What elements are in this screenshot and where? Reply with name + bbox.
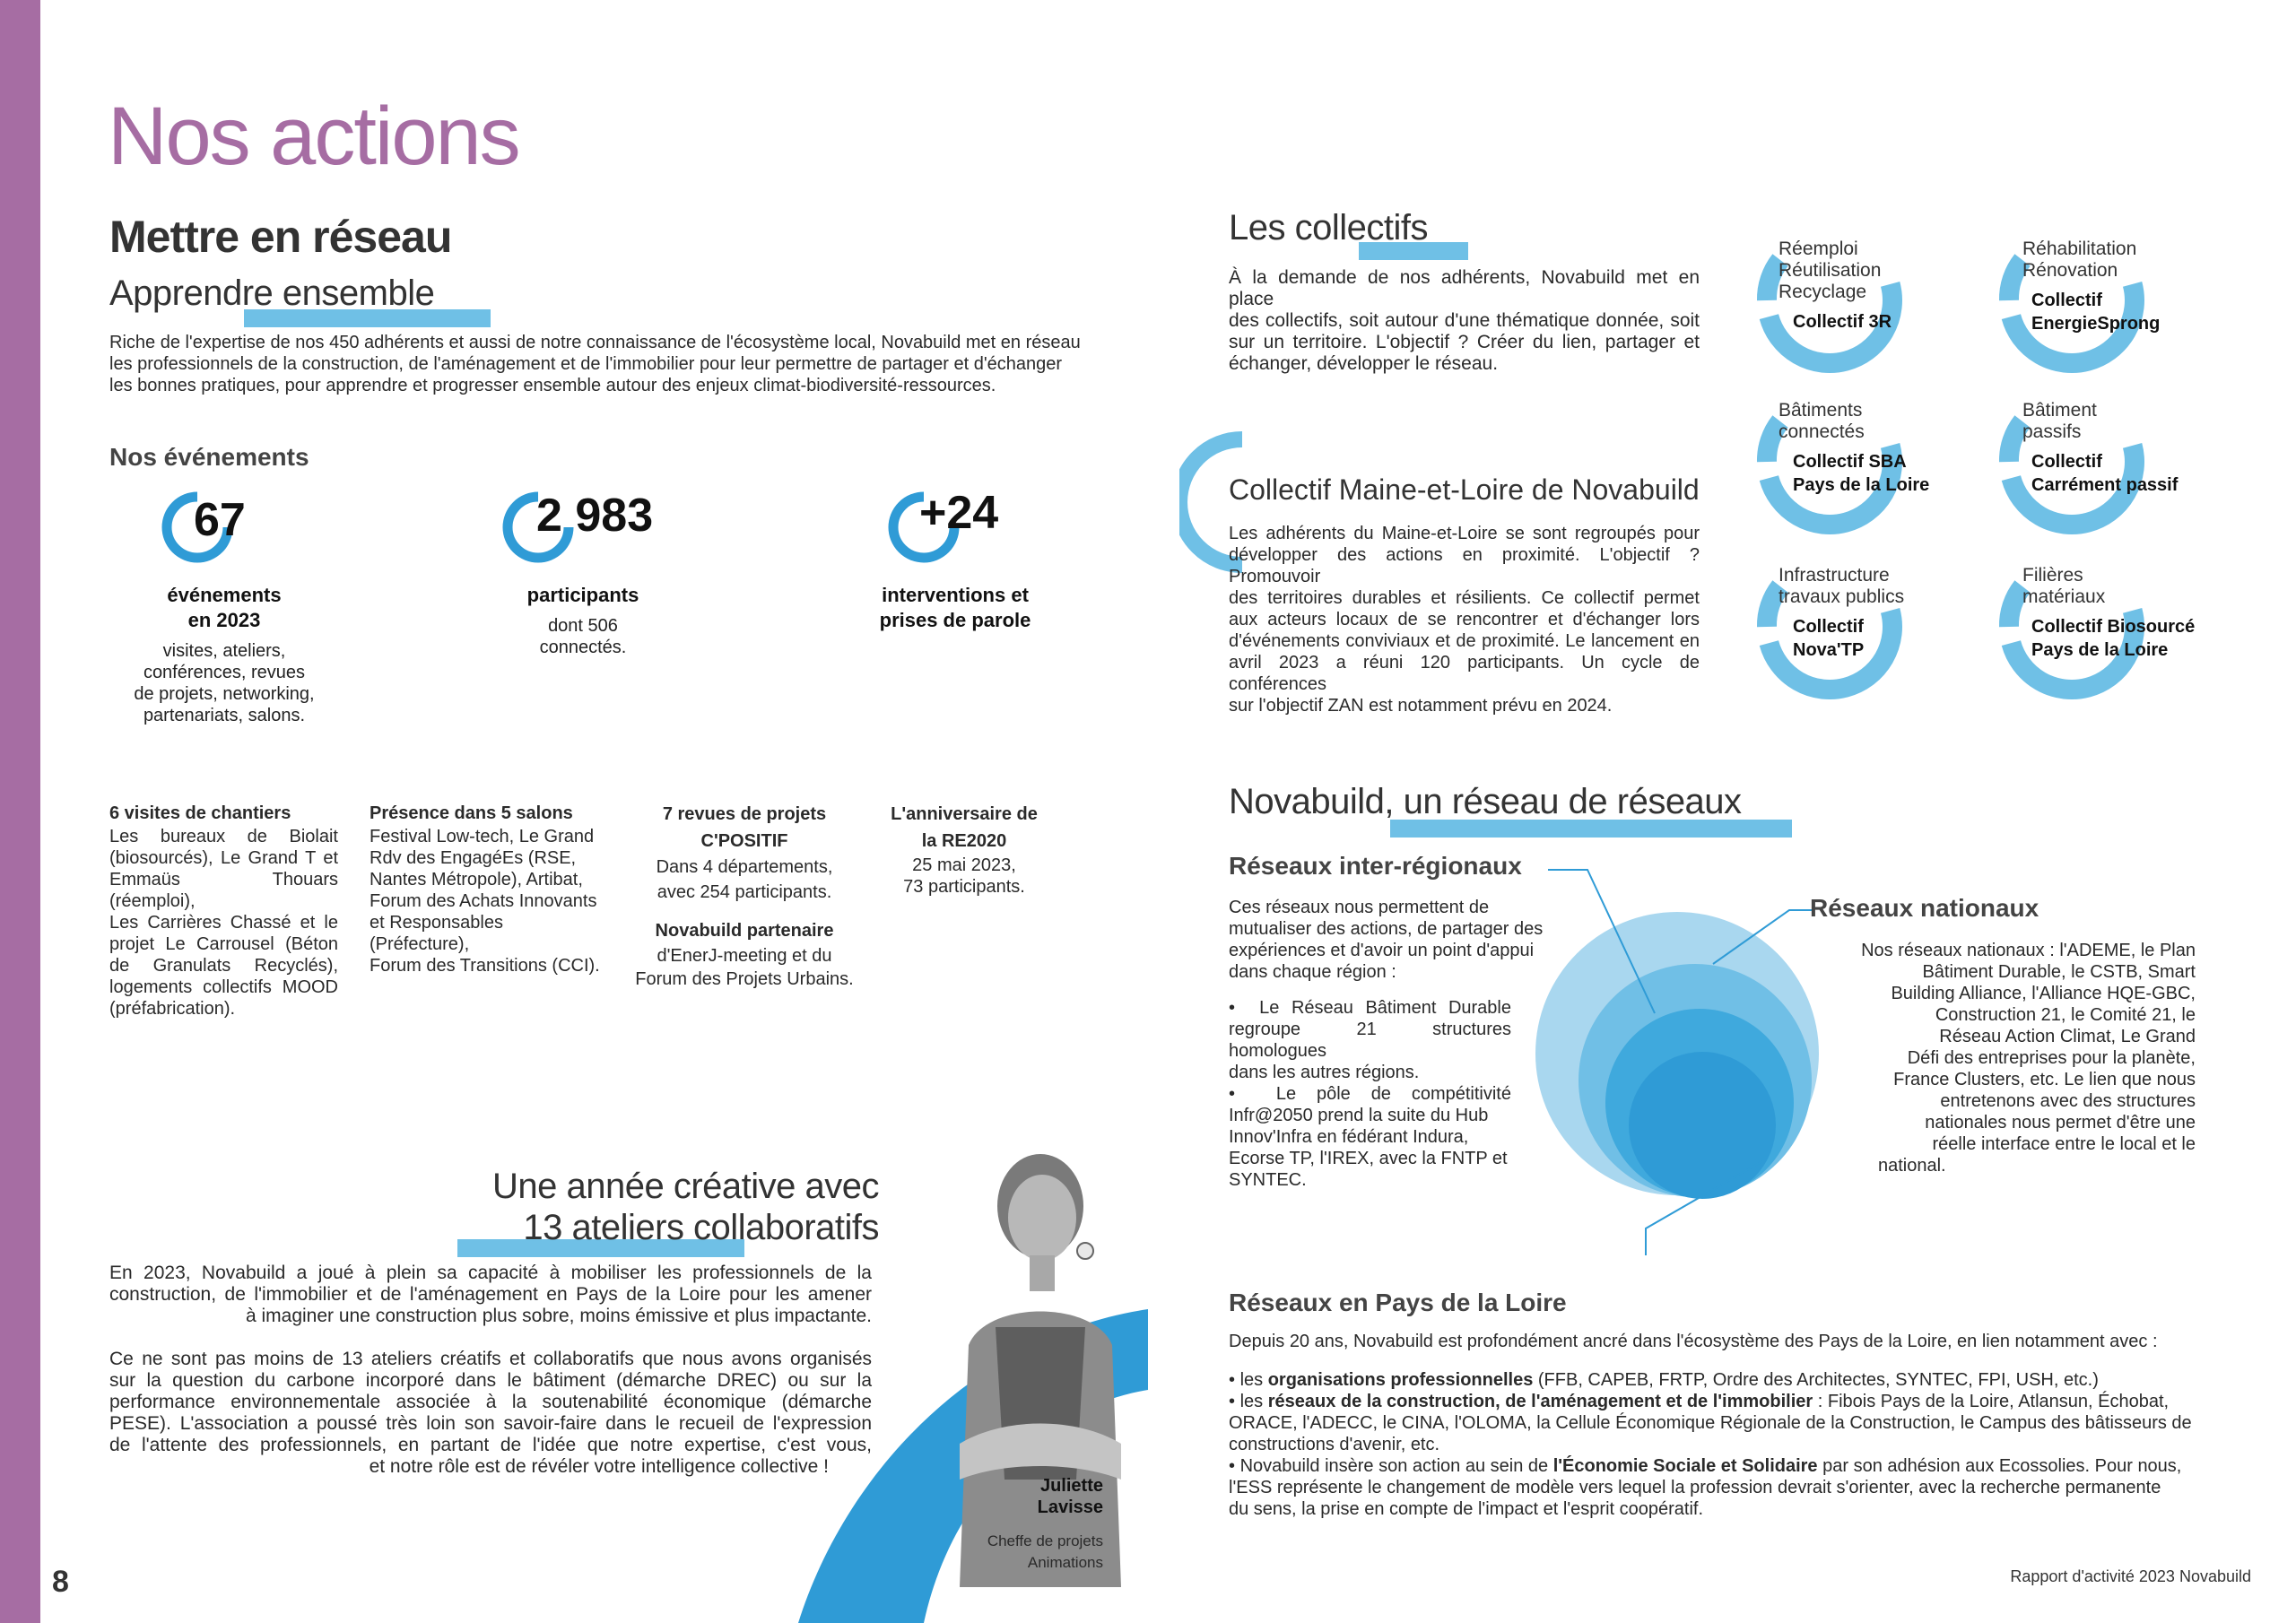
ateliers-text	[109, 1263, 872, 1478]
text-line: Les adhérents du Maine-et-Loire se sont regroupés pour	[1229, 524, 1700, 543]
subheading-apprendre: Apprendre ensemble	[109, 273, 435, 313]
text-line: d'EnerJ-meeting et du	[657, 946, 832, 966]
text-line: projet Le Carrousel (Béton	[109, 934, 338, 954]
nationaux-heading: Réseaux nationaux	[1810, 894, 2039, 922]
collectif-name: Collectif	[2031, 291, 2102, 310]
bullet-dot: •	[1229, 1392, 1236, 1411]
side-color-bar	[0, 0, 40, 1623]
text-line: et Responsables (Préfecture),	[370, 913, 503, 954]
section-heading-reseau: Mettre en réseau	[109, 212, 452, 262]
text-line: expériences et d'avoir un point d'appui	[1229, 941, 1535, 960]
anniversaire-title: la RE2020	[921, 831, 1007, 851]
visites-block	[109, 801, 338, 1020]
highlight-bar	[1390, 820, 1792, 838]
text-line: nationales nous permet d'être une	[1925, 1113, 2196, 1133]
text-line: Festival Low-tech, Le Grand	[370, 827, 595, 846]
collectif-theme: connectés	[1779, 421, 1865, 442]
text-run-bold: réseaux de la construction, de l'aménagement et de l'immobilier	[1267, 1392, 1813, 1411]
text-line: regroupe 21 structures homologues	[1229, 1020, 1511, 1061]
pdl-bullets	[1229, 1369, 2206, 1520]
collectif-theme: Bâtiments	[1779, 400, 1863, 421]
intro-line: Riche de l'expertise de nos 450 adhérents et aussi de notre connaissance de l'écosystème local, Novabuild met en réseau	[109, 333, 1081, 352]
stat-label: en 2023	[187, 609, 261, 631]
bullet-dot: •	[1229, 1084, 1236, 1104]
text-line: Forum des Projets Urbains.	[635, 969, 854, 989]
stat-label: événements	[167, 584, 282, 606]
collectif-carrement-passif	[2022, 400, 2178, 497]
collectif-theme: Infrastructure	[1779, 565, 1890, 586]
text-line: Forum des Achats Innovants	[370, 891, 597, 911]
anniversaire-title: L'anniversaire de	[891, 804, 1038, 824]
text-run: par son adhésion aux Ecossolies. Pour nous,	[1817, 1456, 2182, 1476]
text-line: France Clusters, etc. Le lien que nous	[1893, 1070, 2196, 1089]
text-line: Infr@2050 prend la suite du Hub	[1229, 1106, 1489, 1125]
page-title: Nos actions	[108, 91, 519, 182]
intro-line: les professionnels de la construction, de l'aménagement et de l'immobilier pour leur permettre de partager et d'échanger	[109, 354, 1063, 374]
text-line: des territoires durables et résilients. Ce collectif permet	[1229, 588, 1700, 608]
collectif-name: Pays de la Loire	[1793, 475, 1930, 495]
collectif-theme: travaux publics	[1779, 586, 1905, 607]
pdl-intro: Depuis 20 ans, Novabuild est profondément ancré dans l'écosystème des Pays de la Loire, en lien notamment avec :	[1229, 1332, 2158, 1351]
collectifs-heading-wrapper	[1229, 208, 1587, 262]
collectif-theme: Filières	[2022, 565, 2083, 586]
stat-value-events: 67	[194, 494, 246, 546]
text-line: constructions d'avenir, etc.	[1229, 1435, 1440, 1454]
text-line: PESE). L'association a poussé très loin son savoir-faire dans le recueil de l'expression	[109, 1413, 872, 1434]
maine-text	[1229, 523, 1700, 716]
text-line: avril 2023 a réuni 120 participants. Un cycle de conférences	[1229, 653, 1700, 694]
inter-bullet-1	[1229, 997, 1511, 1083]
text-line: Rdv des EngagéEs (RSE,	[370, 848, 577, 868]
text-line: dans les autres régions.	[1229, 1063, 1420, 1082]
person-name: Juliette	[1039, 1476, 1103, 1496]
collectif-theme: Bâtiment	[2022, 400, 2097, 421]
text-line: SYNTEC.	[1229, 1170, 1307, 1190]
collectifs-heading: Les collectifs	[1229, 208, 1428, 247]
events-heading: Nos événements	[109, 443, 309, 471]
text-run-bold: l'Économie Sociale et Solidaire	[1552, 1456, 1818, 1476]
text-line: Innov'Infra en fédérant Indura,	[1229, 1127, 1469, 1147]
bullet-dot: •	[1229, 1370, 1236, 1390]
collectif-theme: matériaux	[2022, 586, 2106, 607]
stat-value-interventions: +24	[919, 487, 999, 539]
collectif-theme: Recyclage	[1779, 282, 1867, 302]
reseau-intro	[109, 332, 1087, 396]
visites-title: 6 visites de chantiers	[109, 803, 291, 823]
text-run-bold: organisations professionnelles	[1267, 1370, 1534, 1390]
collectif-name: Collectif	[1793, 617, 1864, 637]
collectif-novatp	[1779, 565, 1904, 662]
collectif-name: Collectif	[2031, 452, 2102, 472]
reseaux-heading-wrapper	[1229, 782, 1839, 845]
collectif-theme: Réutilisation	[1779, 260, 1882, 281]
collectif-theme: Réemploi	[1779, 239, 1858, 259]
text-line: Construction 21, le Comité 21, le	[1935, 1005, 2196, 1025]
salons-text	[370, 826, 603, 976]
text-line: Défi des entreprises pour la planète,	[1907, 1048, 2196, 1068]
networks-connectors	[1516, 861, 1839, 1273]
maine-heading	[1229, 473, 1700, 507]
text-line: du sens, la prise en compte de l'impact et l'esprit coopératif.	[1229, 1499, 1704, 1519]
text-line: (préfabrication).	[109, 999, 236, 1019]
ateliers-heading-line: Une année créative avec	[492, 1167, 879, 1206]
collectif-theme: Rénovation	[2022, 260, 2118, 281]
stat-sub: conférences, revues	[143, 663, 306, 682]
anniversaire-block	[874, 801, 1054, 898]
text-line: ORACE, l'ADECC, le CINA, l'OLOMA, la Cellule Économique Régionale de la Construction, le Campus des bâtisseurs de	[1229, 1413, 2192, 1433]
text-run: les	[1239, 1370, 1268, 1390]
text-line: réelle interface entre le local et le	[1932, 1134, 2196, 1154]
text-line: construction, de l'immobilier et de l'aménagement en Pays de la Loire pour les amener	[109, 1284, 872, 1305]
partenaire-title: Novabuild partenaire	[655, 921, 834, 941]
collectif-sba	[1779, 400, 1929, 497]
text-line: et notre rôle est de révéler votre intelligence collective !	[369, 1456, 829, 1477]
text-line: 25 mai 2023,	[912, 855, 1016, 875]
collectif-theme: Réhabilitation	[2022, 239, 2137, 259]
stat-participants	[475, 583, 691, 658]
person-role: Cheffe de projets	[987, 1532, 1103, 1549]
text-line: Ecorse TP, l'IREX, avec la FNTP et	[1229, 1149, 1508, 1168]
text-line: entretenons avec des structures	[1940, 1091, 2196, 1111]
text-line: échanger, développer le réseau.	[1229, 353, 1499, 374]
text-line: de l'attente des professionnels, en partant de l'idée que notre expertise, c'est vous,	[109, 1435, 872, 1455]
text-line: des collectifs, soit autour d'une thématique donnée, soit	[1229, 310, 1700, 331]
collectif-3r	[1779, 239, 1892, 334]
collectif-name: Pays de la Loire	[2031, 640, 2169, 660]
text-line: sur l'objectif ZAN est notamment prévu en 2024.	[1229, 696, 1613, 716]
text-line: Bâtiment Durable, le CSTB, Smart	[1922, 962, 2196, 982]
text-run: (FFB, CAPEB, FRTP, Ordre des Architectes, SYNTEC, FPI, USH, etc.)	[1533, 1370, 2099, 1390]
text-line: Nantes Métropole), Artibat,	[370, 870, 583, 890]
revues-title: C'POSITIF	[700, 831, 788, 851]
text-line: Les bureaux de Biolait	[109, 827, 338, 846]
text-line: sur un territoire. L'objectif ? Créer du lien, partager et	[1229, 332, 1700, 352]
text-line: national.	[1878, 1156, 1946, 1176]
text-line: de Granulats Recyclés),	[109, 956, 338, 976]
stat-sub: connectés.	[539, 638, 627, 657]
stat-label: prises de parole	[879, 609, 1031, 631]
collectif-name: EnergieSprong	[2031, 314, 2161, 334]
inter-intro	[1229, 897, 1561, 983]
visites-text	[109, 826, 338, 1020]
text-line: Ce ne sont pas moins de 13 ateliers créatifs et collaboratifs que nous avons organisés	[109, 1349, 872, 1369]
stat-value-participants: 2 983	[536, 490, 654, 542]
page-number: 8	[52, 1565, 69, 1599]
stat-sub: de projets, networking,	[134, 684, 315, 704]
intro-line: les bonnes pratiques, pour apprendre et progresser ensemble autour des enjeux climat-biodiversité-ressources.	[109, 376, 996, 395]
collectif-name: Carrément passif	[2031, 475, 2179, 495]
collectif-name: Nova'TP	[1793, 640, 1865, 660]
text-line: Forum des Transitions (CCI).	[370, 956, 600, 976]
collectif-theme: passifs	[2022, 421, 2082, 442]
collectifs-intro	[1229, 267, 1700, 375]
text-line: avec 254 participants.	[657, 882, 832, 902]
text-line: En 2023, Novabuild a joué à plein sa capacité à mobiliser les professionnels de la	[109, 1263, 872, 1283]
bullet-dot: •	[1229, 998, 1236, 1018]
text-line: (biosourcés), Le Grand T et	[109, 848, 338, 868]
text-run: Novabuild insère son action au sein de	[1239, 1456, 1553, 1476]
text-line: Réseau Action Climat, Le Grand	[1939, 1027, 2196, 1046]
reseaux-heading: Novabuild, un réseau de réseaux	[1229, 782, 1742, 821]
text-line: à imaginer une construction plus sobre, moins émissive et plus impactante.	[245, 1306, 872, 1326]
stat-interventions	[852, 583, 1058, 633]
ateliers-heading-wrapper	[430, 1166, 879, 1248]
collectif-biosource	[2022, 565, 2195, 662]
text-line: Ces réseaux nous permettent de	[1229, 898, 1490, 917]
text-line: sur la question du carbone incorporé dans le bâtiment (démarche DREC) ou sur la	[109, 1370, 872, 1391]
stat-sub: dont 506	[548, 616, 618, 636]
revues-block	[623, 801, 865, 991]
ateliers-heading-line: 13 ateliers collaboratifs	[523, 1208, 879, 1247]
maine-heading-text: Collectif Maine-et-Loire de Novabuild	[1229, 473, 1700, 506]
text-line: d'événements conviviaux et de proximité. Le lancement en	[1229, 631, 1700, 651]
nationaux-text	[1848, 940, 2196, 1176]
inter-heading: Réseaux inter-régionaux	[1229, 852, 1522, 880]
text-line: l'ESS représente le changement de modèle vers lequel la profession devrait s'orienter, avec la recherche permanente	[1229, 1478, 2161, 1497]
text-line: dans chaque région :	[1229, 962, 1396, 982]
collectif-energiesprong	[2022, 239, 2160, 335]
text-line: Le pôle de compétitivité	[1275, 1084, 1511, 1104]
person-name: Lavisse	[1037, 1497, 1103, 1517]
stat-label: interventions et	[882, 584, 1029, 606]
stat-label: participants	[526, 584, 639, 606]
footer-report-title: Rapport d'activité 2023 Novabuild	[2010, 1567, 2251, 1585]
text-line: aux acteurs locaux de se rencontrer et d'échanger lors	[1229, 610, 1700, 629]
pdl-heading: Réseaux en Pays de la Loire	[1229, 1289, 1567, 1316]
text-line: performance environnementale associée à la soutenabilité économique (démarche	[109, 1392, 872, 1412]
person-caption	[978, 1475, 1103, 1574]
text-line: Emmaüs Thouars (réemploi),	[109, 870, 338, 911]
salons-title: Présence dans 5 salons	[370, 803, 573, 823]
collectif-name: Collectif 3R	[1793, 312, 1892, 332]
inter-bullet-2	[1229, 1083, 1511, 1191]
text-run: les	[1239, 1392, 1268, 1411]
text-line: Dans 4 départements,	[656, 857, 833, 877]
text-line: Le Réseau Bâtiment Durable	[1259, 998, 1511, 1018]
text-line: Building Alliance, l'Alliance HQE-GBC,	[1891, 984, 2196, 1003]
text-line: mutualiser des actions, de partager des	[1229, 919, 1544, 939]
bullet-dot: •	[1229, 1456, 1236, 1476]
text-line: Les Carrières Chassé et le	[109, 913, 338, 933]
person-role: Animations	[1027, 1554, 1103, 1571]
stat-sub: visites, ateliers,	[162, 641, 286, 661]
collectif-name: Collectif SBA	[1793, 452, 1907, 472]
text-run: : Fibois Pays de la Loire, Atlansun, Échobat,	[1813, 1392, 2170, 1411]
collectif-name: Collectif Biosourcé	[2031, 617, 2196, 637]
revues-title: 7 revues de projets	[662, 804, 827, 824]
text-line: logements collectifs MOOD	[109, 977, 338, 997]
stat-sub: partenariats, salons.	[143, 706, 306, 725]
text-line: 73 participants.	[903, 877, 1025, 897]
subheading-wrapper	[109, 273, 540, 327]
text-line: développer des actions en proximité. L'objectif ? Promouvoir	[1229, 545, 1700, 586]
text-line: Nos réseaux nationaux : l'ADEME, le Plan	[1861, 941, 2196, 960]
text-line: À la demande de nos adhérents, Novabuild met en place	[1229, 267, 1700, 309]
salons-block	[370, 801, 603, 976]
stat-events	[99, 583, 350, 726]
